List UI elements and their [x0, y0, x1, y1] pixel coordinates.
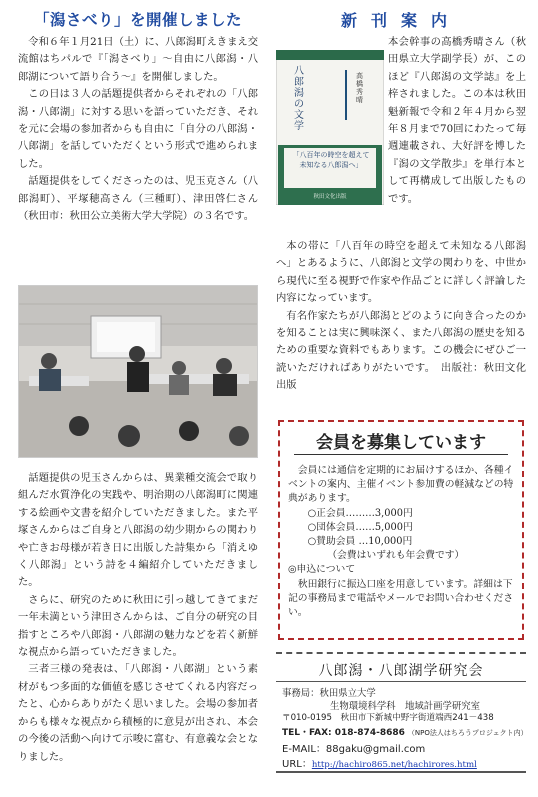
email: E-MAIL：88gaku@gmail.com [282, 744, 426, 755]
event-paragraph: この日は３人の話題提供者からそれぞれの「八郎潟・八郎湖」に対する思いを語っていただき、それを元に会場の参加者からも自由に「自分の八郎潟・八郎湖」を話していただくという形式で進められました。 [18, 88, 258, 170]
book-cover-author: 高橋秀晴 [356, 72, 363, 104]
url-line [282, 755, 477, 770]
footer-top-rule [276, 652, 526, 654]
event-paragraph: 三者三様の発表は、「八郎潟・八郎湖」という素材がもつ多面的な価値を感じさせてくれる内容だったと、心からありがたく思いました。会場の参加者からも様々な視点から積極的に意見が出され、本会の今後の活動へ向けて示唆に富む、有意義な会となりました。 [18, 663, 258, 763]
tel-line [282, 725, 528, 738]
article-title-new-book: 新刊案内 [340, 11, 461, 30]
fee-item: ○正会員………3,000円 [307, 507, 413, 519]
office-line1: 秋田県立大学 [319, 688, 376, 699]
book-band-line: 未知なる八郎潟へ」 [299, 161, 363, 169]
book-paragraph: 有名作家たちが八郎潟とどのように向き合ったのかを知ることは実に興味深く、また八郎潟の歴史を知るための重要な資料でもあります。この機会にぜひご一読いただければありがたいです。 出版社：秋田文化出版 [276, 309, 526, 392]
url-label: URL： [282, 759, 312, 770]
footer-mid-rule [276, 681, 526, 682]
office-line2: 生物環境科学科 地域計画学研究室 [330, 701, 481, 712]
event-paragraph: さらに、研究のために秋田に引っ越してきてまだ一年未満という津田さんからは、ご自分の研究の目指すところや八郎潟・八郎湖の魅力などを若く新鮮な視点から語っていただきました。 [18, 593, 258, 659]
recruitment-body [288, 464, 514, 620]
book-cover-publisher: 秋田文化出版 [313, 194, 347, 200]
event-article-body-continued [18, 470, 258, 766]
recruitment-title-underline [294, 454, 508, 455]
office-label: 事務局： [282, 688, 320, 699]
recruitment-title: 会員を募集しています [316, 433, 486, 453]
event-article-body [18, 34, 258, 225]
member-recruitment-box [278, 420, 524, 640]
fee-item: ○賛助会員 …10,000円 [307, 536, 413, 548]
apply-text: 秋田銀行に振込口座を用意しています。詳細は下記の事務局まで電話やメールでお問い合わせください。 [288, 578, 514, 619]
book-paragraph: 本の帯に「八百年の時空を超えて未知なる八郎潟へ」とあるように、八郎潟と文学の関わりを、中世から現代に至る視野で作家や作品ごとに詳しく評論した内容になっています。 [276, 240, 526, 305]
article-title-event: 「潟さべり」を開催しました [33, 11, 242, 29]
tel-note: （NPO法人はちろうプロジェクト内） [407, 729, 528, 737]
book-cover-title: 八郎潟の文学 [294, 66, 304, 132]
apply-title: ◎申込について [288, 564, 356, 576]
event-paragraph: 令和６年１月21日（土）に、八郎潟町えきまえ交流館はちパルで『「潟さべり」～自由に八郎潟・八郎湖について語り合う～』を開催しました。 [18, 36, 258, 83]
office-label-line [282, 685, 376, 699]
organization-name: 八郎潟・八郎湖学研究会 [318, 663, 484, 679]
fee-item: ○団体会員……5,000円 [307, 521, 413, 533]
book-band-line: 「八百年の時空を超えて [292, 151, 370, 159]
website-link[interactable]: http://hachiro865.net/hachirores.html [311, 760, 477, 770]
event-photo-image [19, 286, 257, 457]
book-article-body [276, 34, 526, 208]
recruitment-intro: 会員には通信を定期的にお届けするほか、各種イベントの案内、主催イベント参加費の軽減などの特典があります。 [288, 465, 514, 505]
book-intro-paragraph: 本会幹事の高橋秀晴さん（秋田県立大学副学長）が、このほど『八郎潟の文学誌』を上梓されました。この本は秋田魁新報で令和２年４月から翌年８月まで70回にわたって毎週連載され、大好評を博した『潟の文学散歩』を単行本として再構成して出版したものです。 [388, 36, 526, 205]
tel-fax: TEL・FAX: 018-874-8686 [282, 728, 405, 738]
footer-bottom-rule [276, 771, 526, 773]
event-paragraph: 話題提供をしてくださったのは、児玉克さん（八郎潟町）、平塚穂高さん（三種町）、津田啓仁さん（秋田市：秋田公立美術大学大学院）の３名です。 [18, 175, 258, 223]
address: 〒010-0195 秋田市下新城中野字街道端西241－438 [282, 713, 494, 723]
fee-note: （会費はいずれも年会費です） [327, 550, 465, 562]
event-paragraph: 話題提供の児玉さんからは、異業種交流会で取り組んだ水質浄化の実践や、明治期の八郎潟町に関連する絵画や文書を紹介していただきました。また平塚さんからはご自身と八郎潟の幼少期からの関わりや亡きお母様が若き日に出版した詩集から「消えゆく八郎潟」という詩を４編紹介していただきました。 [18, 472, 258, 589]
event-photo [18, 285, 258, 458]
book-article-body-continued [276, 238, 526, 395]
